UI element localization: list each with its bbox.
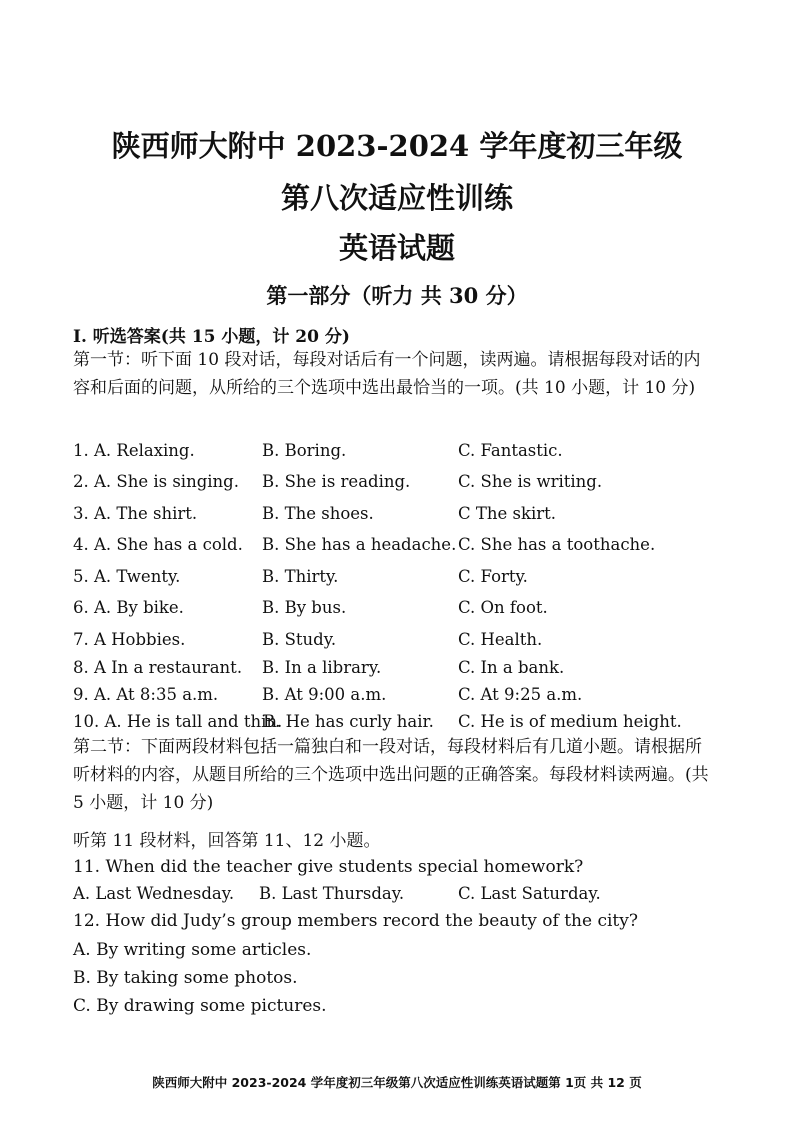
instruction-part1: 第一节：听下面 10 段对话，每段对话后有一个问题，读两遍。请根据每段对话的内容和后面的问题，从所给的三个选项中选出最恰当的一项。(共 10 小题，计 10 分)	[73, 350, 701, 398]
option-c: C. In a bank.	[458, 658, 565, 677]
option-a: 1. A. Relaxing.	[73, 441, 195, 460]
option-b: B. At 9:00 a.m.	[262, 685, 387, 704]
option-b: B. By bus.	[262, 598, 347, 617]
question-row	[0, 884, 794, 910]
option-b: B. He has curly hair.	[263, 712, 434, 731]
part-title: 第一部分（听力 共 30 分）	[266, 283, 528, 308]
option-a: 5. A. Twenty.	[73, 567, 181, 586]
question-row	[0, 658, 794, 684]
option-c: C. At 9:25 a.m.	[458, 685, 583, 704]
option-b: B. Boring.	[262, 441, 347, 460]
option-c: C. On foot.	[458, 598, 548, 617]
question-row	[0, 567, 794, 593]
option-c: C. She has a toothache.	[458, 535, 656, 554]
instruction-part2: 第二节：下面两段材料包括一篇独白和一段对话，每段材料后有几道小题。请根据所听材料的内容，从题目所给的三个选项中选出问题的正确答案。每段材料读两遍。(共 5 小题，计 10 分)	[73, 737, 709, 813]
option-a: A. Last Wednesday.	[73, 884, 235, 903]
exam-school-title: 陕西师大附中 2023-2024 学年度初三年级	[111, 129, 683, 163]
option-c: C. By drawing some pictures.	[73, 996, 327, 1016]
question-row	[0, 630, 794, 656]
option-b: B. She has a headache.	[262, 535, 457, 554]
page-footer: 陕西师大附中 2023-2024 学年度初三年级第八次适应性训练英语试题第 1页 共 12 页	[152, 1075, 642, 1090]
option-c: C. He is of medium height.	[458, 712, 682, 731]
option-c: C. Forty.	[458, 567, 528, 586]
option-a: 2. A. She is singing.	[73, 472, 239, 491]
option-b: B. By taking some photos.	[73, 968, 298, 988]
option-c: C. She is writing.	[458, 472, 603, 491]
question-row	[0, 472, 794, 498]
question-row	[0, 504, 794, 530]
question-row	[0, 598, 794, 624]
option-b: B. In a library.	[262, 658, 382, 677]
option-b: B. She is reading.	[262, 472, 411, 491]
question-stem: 12. How did Judy’s group members record the beauty of the city?	[73, 911, 638, 931]
question-row	[0, 685, 794, 711]
exam-subject-title: 英语试题	[338, 231, 455, 265]
option-a: 8. A In a restaurant.	[73, 658, 243, 677]
option-c: C. Last Saturday.	[458, 884, 601, 903]
question-row	[0, 441, 794, 467]
option-c: C. Fantastic.	[458, 441, 563, 460]
option-a: 10. A. He is tall and thin.	[73, 712, 283, 731]
option-b: B. The shoes.	[262, 504, 374, 523]
option-a: 3. A. The shirt.	[73, 504, 198, 523]
listen-note: 听第 11 段材料，回答第 11、12 小题。	[73, 831, 381, 851]
option-b: B. Study.	[262, 630, 337, 649]
option-a: A. By writing some articles.	[73, 940, 312, 960]
option-c: C. Health.	[458, 630, 543, 649]
exam-round-title: 第八次适应性训练	[280, 181, 513, 215]
section-heading: I. 听选答案(共 15 小题，计 20 分)	[73, 327, 350, 347]
option-a: 7. A Hobbies.	[73, 630, 186, 649]
option-c: C The skirt.	[458, 504, 557, 523]
option-a: 9. A. At 8:35 a.m.	[73, 685, 219, 704]
option-a: 4. A. She has a cold.	[73, 535, 243, 554]
question-row	[0, 535, 794, 561]
question-stem: 11. When did the teacher give students special homework?	[73, 857, 584, 877]
option-a: 6. A. By bike.	[73, 598, 184, 617]
option-b: B. Last Thursday.	[259, 884, 405, 903]
option-b: B. Thirty.	[262, 567, 339, 586]
